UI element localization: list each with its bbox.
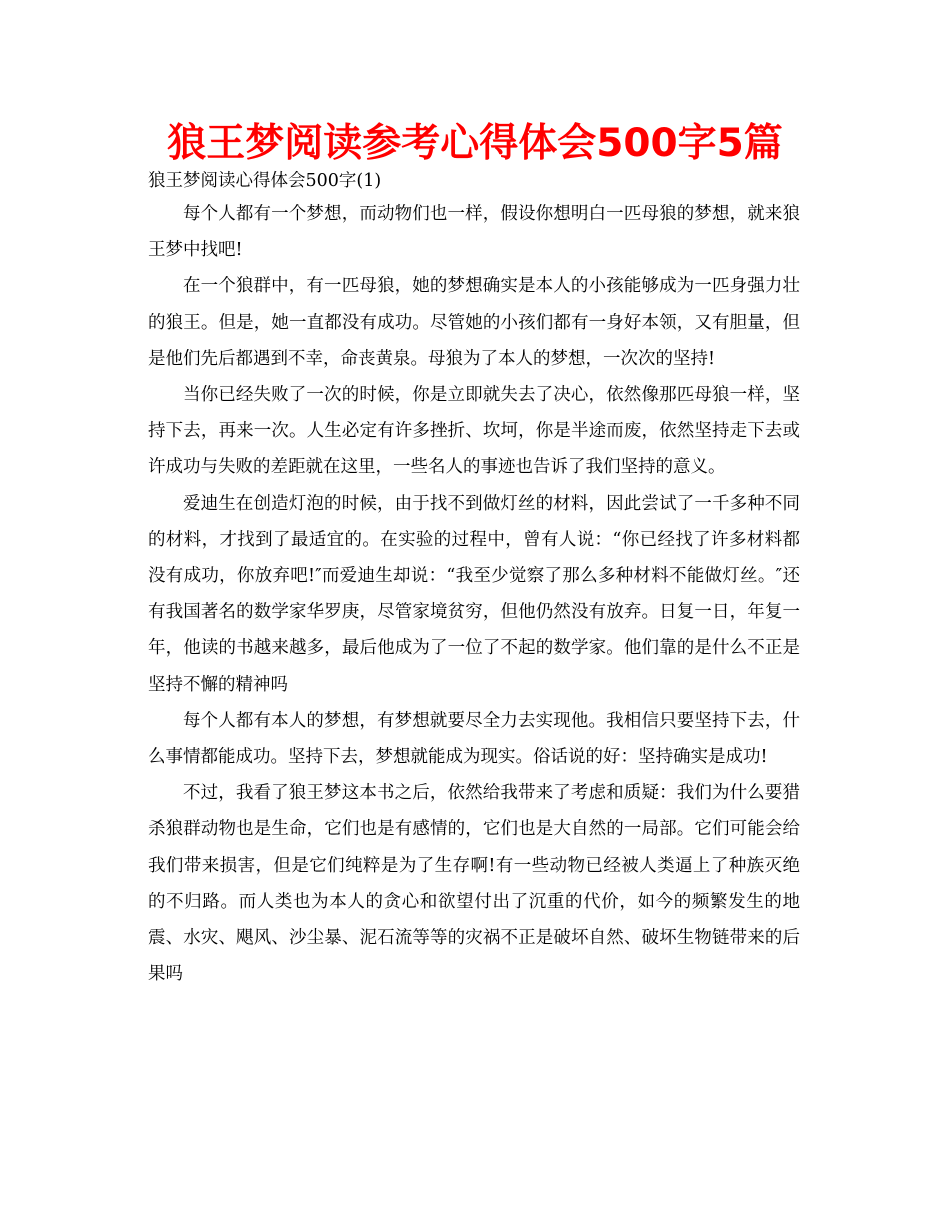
section-subtitle: 狼王梦阅读心得体会500字(1): [148, 171, 382, 191]
paragraph: 爱迪生在创造灯泡的时候，由于找不到做灯丝的材料，因此尝试了一千多种不同的材料，才找到了最适宜的。在实验的过程中，曾有人说：“你已经找了许多材料都没有成功，你放弃吧!″而爱迪生却说：“我至少觉察了那么多种材料不能做灯丝。″还有我国著名的数学家华罗庚，尽管家境贫穷，但他仍然没有放弃。日复一日，年复一年，他读的书越来越多，最后他成为了一位了不起的数学家。他们靠的是什么不正是坚持不懈的精神吗: [148, 493, 800, 695]
paragraph: 当你已经失败了一次的时候，你是立即就失去了决心，依然像那匹母狼一样，坚持下去，再来一次。人生必定有许多挫折、坎坷，你是半途而废，依然坚持走下去或许成功与失败的差距就在这里，一些名人的事迹也告诉了我们坚持的意义。: [148, 385, 800, 478]
paragraph: 每个人都有一个梦想，而动物们也一样，假设你想明白一匹母狼的梦想，就来狼王梦中找吧!: [148, 204, 800, 261]
paragraph: 每个人都有本人的梦想，有梦想就要尽全力去实现他。我相信只要坚持下去，什么事情都能成功。坚持下去，梦想就能成为现实。俗话说的好：坚持确实是成功!: [148, 710, 800, 768]
document-title: 狼王梦阅读参考心得体会500字5篇: [167, 121, 783, 166]
paragraph: 不过，我看了狼王梦这本书之后，依然给我带来了考虑和质疑：我们为什么要猎杀狼群动物也是生命，它们也是有感情的，它们也是大自然的一局部。它们可能会给我们带来损害，但是它们纯粹是为了生存啊!有一些动物已经被人类逼上了种族灭绝的不归路。而人类也为本人的贪心和欲望付出了沉重的代价，如今的频繁发生的地震、水灾、飓风、沙尘暴、泥石流等等的灾祸不正是破坏自然、破坏生物链带来的后果吗: [148, 783, 800, 985]
document-body: [148, 166, 800, 992]
paragraph: 在一个狼群中，有一匹母狼，她的梦想确实是本人的小孩能够成为一匹身强力壮的狼王。但是，她一直都没有成功。尽管她的小孩们都有一身好本领，又有胆量，但是他们先后都遇到不幸，命丧黄泉。母狼为了本人的梦想，一次次的坚持!: [148, 276, 800, 369]
